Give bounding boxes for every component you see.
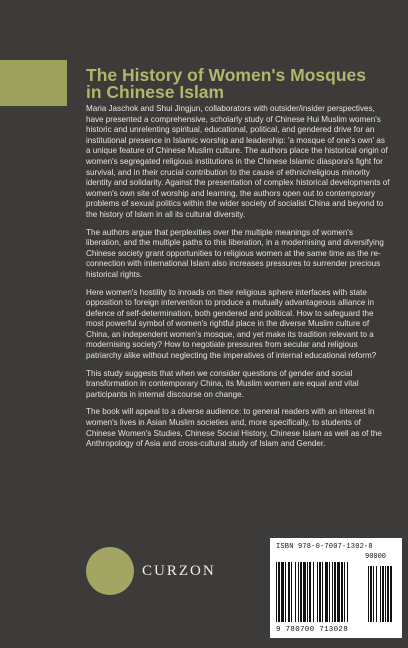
blurb-paragraph: Maria Jaschok and Shui Jingjun, collaborators with outsider/insider perspectives, have presented a comprehensive, scholarly study of Chinese Hui Muslim women's historic and unrelenting spiritual, educational, political, and gendered drive for an institutional presence in Islamic worship and leadership: 'a mosque of one's own' as a unique feature of Chinese Muslim culture. The authors place the historical origin of women's segregated religious institutions in the Chinese Islamic diaspora's fight for survival, and in their crucial contribution to the cause of ethnic/religious minority identity and solidarity. Against the presentation of complex historical developments of women's own site of worship and learning, the authors open out to contemporary problems of sexual politics within the wider society of socialist China and beyond to the history of Islam in all its cultural diversity. (86, 104, 390, 219)
blurb-paragraph: This study suggests that when we consider questions of gender and social transformation in contemporary China, its Muslim women are equal and vital participants in internal discourse on change. (86, 368, 359, 399)
publisher-logo-circle (86, 547, 134, 595)
isbn-label: ISBN 978-0-7007-1302-8 (276, 543, 373, 551)
blurb-paragraph: The authors argue that perplexities over the multiple meanings of women's liberation, and the multiple paths to this liberation, in a modernising and diversifying Chinese society grant opportunities to religious women at the same time as the re-connection with international Islam also increases pressures to surrender precious historical rights. (86, 227, 384, 279)
blurb-paragraph: The book will appeal to a diverse audience: to general readers with an interest in women's lives in Asian Muslim societies and, more specifically, to students of Chinese Women's Studies, Chinese Social History, Chinese Islam as well as of the Anthropology of Asia and cross-cultural study of Islam and Gender. (86, 407, 382, 449)
barcode-box (270, 538, 402, 638)
blurb-paragraph: Here women's hostility to inroads on their religious sphere interfaces with state opposition to foreign intervention to produce a mutually advantageous alliance in defence of self-determination, both gendered and political. How to safeguard the most powerful symbol of women's rightful place in the diverse Muslim culture of China, an independent women's mosque, and yet make its tradition relevant to a modernising society? How to negotiate pressures from secular and religious patriarchy alike without neglecting the imperatives of internal educational reform? (86, 287, 377, 361)
barcode-icon (276, 562, 396, 624)
accent-bar (0, 60, 67, 106)
price-addon: 90000 (365, 553, 387, 561)
publisher-name: CURZON (142, 563, 216, 579)
book-title: The History of Women's Mosques in Chinese Islam (86, 65, 366, 102)
blurb-text (86, 104, 390, 457)
barcode-number: 9 780700 713028 (276, 626, 349, 634)
